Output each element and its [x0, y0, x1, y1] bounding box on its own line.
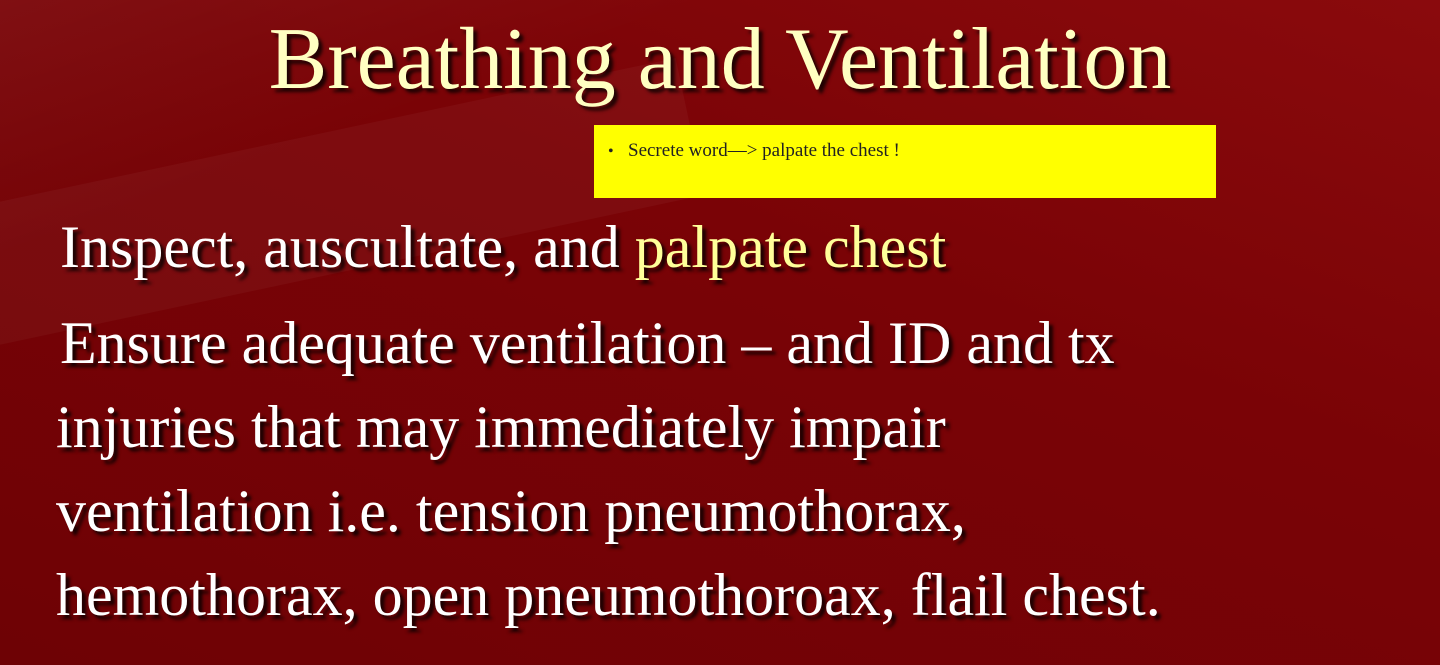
point-ventilation-line-4: hemothorax, open pneumothoroax, flail chest.: [56, 562, 1161, 628]
point-ventilation-line-1: Ensure adequate ventilation – and ID and tx: [60, 310, 1115, 376]
point-ventilation-line-3: ventilation i.e. tension pneumothorax,: [56, 478, 966, 544]
point-inspect: [56, 205, 1426, 289]
slide-body: [56, 205, 1426, 637]
note-bullet: •: [608, 143, 614, 160]
note-text: Secrete word—> palpate the chest !: [628, 140, 900, 161]
point-inspect-text: Inspect, auscultate, and: [60, 214, 635, 280]
sticky-note: [594, 125, 1216, 198]
point-inspect-highlight: palpate chest: [634, 214, 947, 280]
slide-title: Breathing and Ventilation: [268, 11, 1172, 108]
point-ventilation-line-2: injuries that may immediately impair: [56, 394, 946, 460]
